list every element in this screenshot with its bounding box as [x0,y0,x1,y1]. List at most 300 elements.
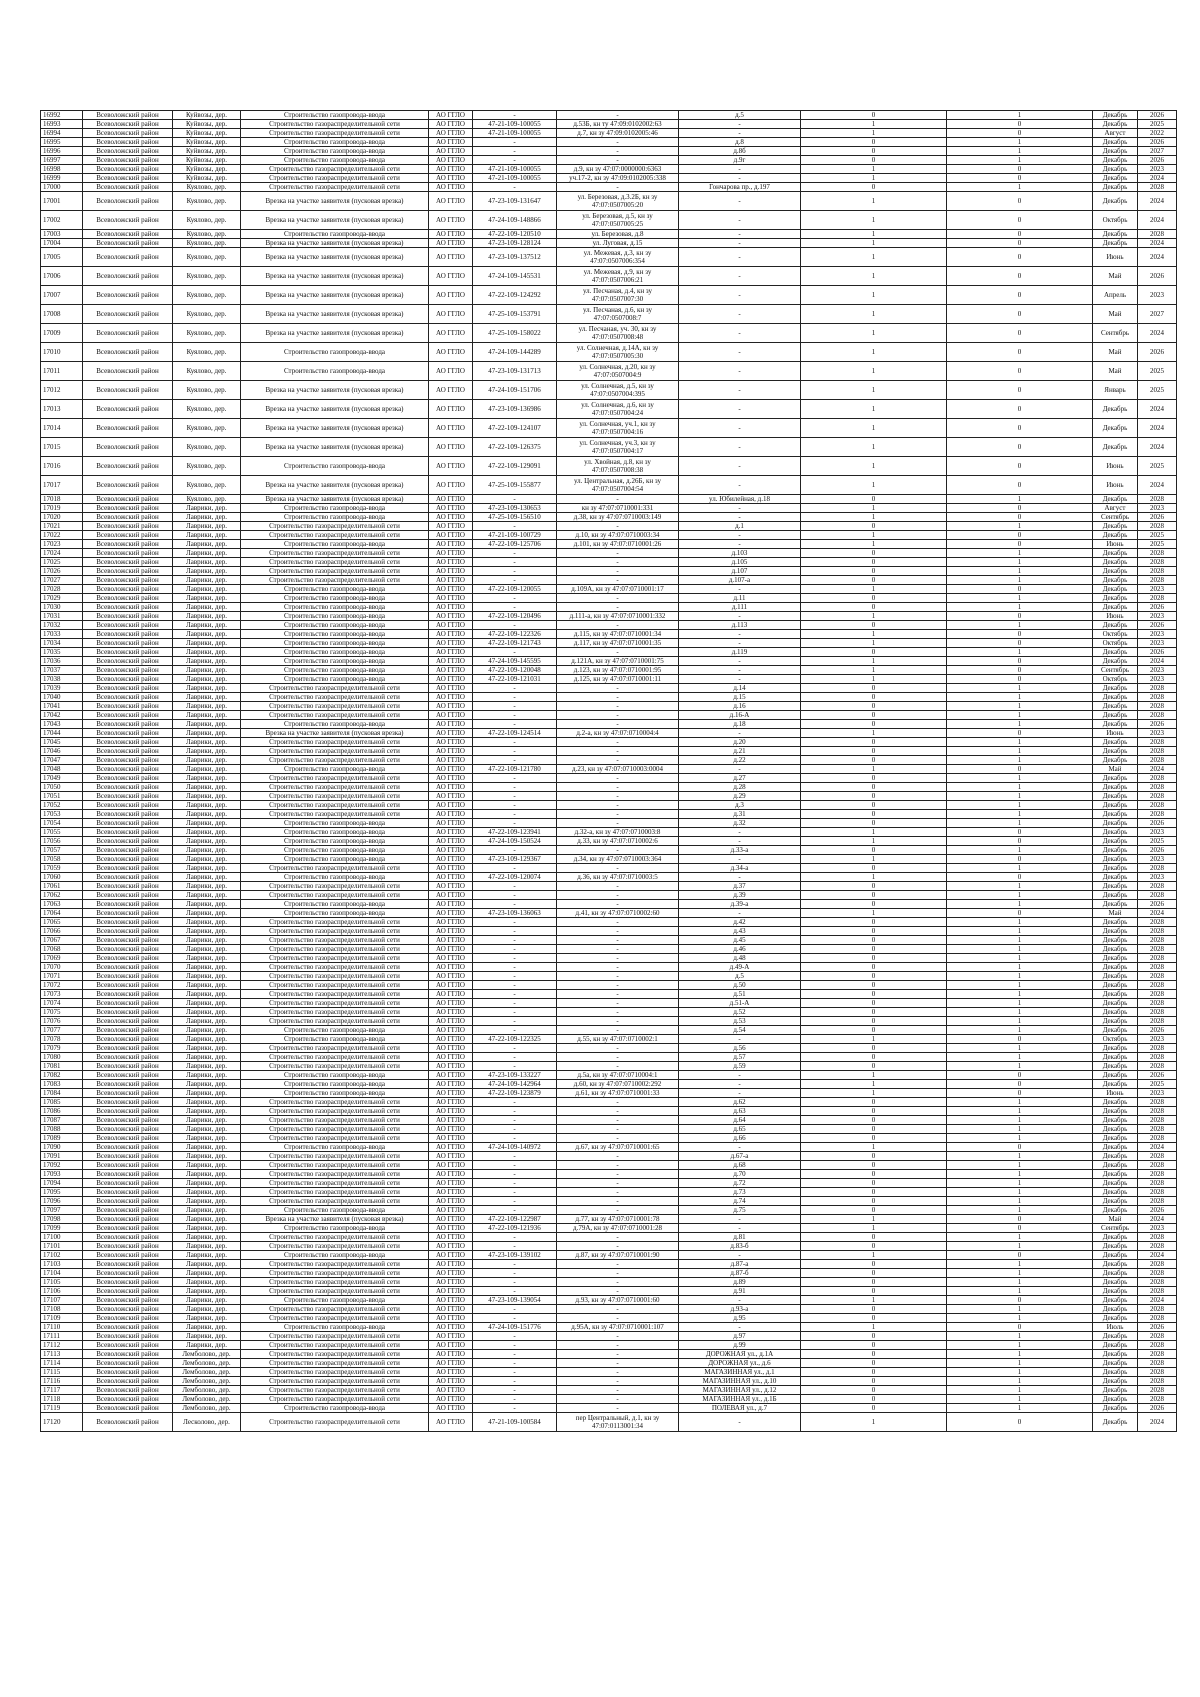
work-type-cell: Врезка на участке заявителя (пусковая врезка) [241,438,429,457]
address-cell: д.103 [679,549,801,558]
organization-cell: АО ГГЛО [429,603,473,612]
cadastral-address-cell: ул. Солнечная, д.5, кн зу 47:07:0507004:395 [557,381,679,400]
month-cell: Декабрь [1093,702,1138,711]
year-cell: 2024 [1138,400,1177,419]
table-row [41,945,1177,954]
address-cell: д.63 [679,1107,801,1116]
count-2-cell: 1 [947,1161,1093,1170]
address-cell: - [679,230,801,239]
address-cell: д.46 [679,945,801,954]
locality-cell: Лаврики, дер. [173,1125,241,1134]
work-type-cell: Строительство газопровода-ввода [241,909,429,918]
organization-cell: АО ГГЛО [429,305,473,324]
count-1-cell: 0 [801,1170,947,1179]
count-2-cell: 1 [947,1134,1093,1143]
month-cell: Декабрь [1093,711,1138,720]
address-cell: - [679,457,801,476]
work-type-cell: Строительство газопровода-ввода [241,1206,429,1215]
address-cell: д.93-а [679,1305,801,1314]
count-2-cell: 0 [947,438,1093,457]
application-number-cell: - [473,954,557,963]
work-type-cell: Строительство газораспределительной сети [241,1359,429,1368]
month-cell: Октябрь [1093,1035,1138,1044]
table-row [41,305,1177,324]
row-number: 17059 [41,864,83,873]
address-cell: д.28 [679,783,801,792]
year-cell: 2023 [1138,165,1177,174]
application-number-cell: - [473,522,557,531]
locality-cell: Лаврики, дер. [173,1008,241,1017]
count-1-cell: 0 [801,702,947,711]
locality-cell: Лаврики, дер. [173,639,241,648]
locality-cell: Лаврики, дер. [173,1143,241,1152]
district-cell: Всеволожский район [83,438,173,457]
application-number-cell: - [473,981,557,990]
address-cell: - [679,531,801,540]
count-1-cell: 0 [801,936,947,945]
count-1-cell: 0 [801,882,947,891]
count-2-cell: 1 [947,684,1093,693]
year-cell: 2028 [1138,693,1177,702]
row-number: 17019 [41,504,83,513]
count-1-cell: 1 [801,165,947,174]
cadastral-address-cell: - [557,945,679,954]
locality-cell: Лаврики, дер. [173,774,241,783]
application-number-cell: 47-25-109-156510 [473,513,557,522]
organization-cell: АО ГГЛО [429,381,473,400]
table-row [41,720,1177,729]
row-number: 17082 [41,1071,83,1080]
organization-cell: АО ГГЛО [429,999,473,1008]
organization-cell: АО ГГЛО [429,783,473,792]
application-number-cell: 47-23-109-139102 [473,1251,557,1260]
address-cell: д.53 [679,1017,801,1026]
organization-cell: АО ГГЛО [429,120,473,129]
district-cell: Всеволожский район [83,945,173,954]
count-2-cell: 1 [947,549,1093,558]
address-cell: д.34-а [679,864,801,873]
year-cell: 2028 [1138,738,1177,747]
month-cell: Май [1093,765,1138,774]
year-cell: 2028 [1138,1161,1177,1170]
count-2-cell: 1 [947,1152,1093,1161]
district-cell: Всеволожский район [83,419,173,438]
application-number-cell: 47-22-109-122325 [473,1035,557,1044]
work-type-cell: Строительство газораспределительной сети [241,747,429,756]
row-number: 17041 [41,702,83,711]
organization-cell: АО ГГЛО [429,286,473,305]
application-number-cell: 47-22-109-124292 [473,286,557,305]
row-number: 17075 [41,1008,83,1017]
organization-cell: АО ГГЛО [429,1260,473,1269]
year-cell: 2028 [1138,1395,1177,1404]
application-number-cell: 47-21-109-100055 [473,120,557,129]
table-row [41,756,1177,765]
table-row [41,1305,1177,1314]
organization-cell: АО ГГЛО [429,1152,473,1161]
locality-cell: Лаврики, дер. [173,504,241,513]
year-cell: 2028 [1138,918,1177,927]
count-2-cell: 1 [947,138,1093,147]
count-1-cell: 1 [801,630,947,639]
district-cell: Всеволожский район [83,1206,173,1215]
count-2-cell: 1 [947,1404,1093,1413]
count-2-cell: 1 [947,1017,1093,1026]
count-1-cell: 1 [801,1080,947,1089]
month-cell: Декабрь [1093,1044,1138,1053]
work-type-cell: Строительство газораспределительной сети [241,1179,429,1188]
district-cell: Всеволожский район [83,495,173,504]
address-cell: д.113 [679,621,801,630]
application-number-cell: 47-22-109-121031 [473,675,557,684]
district-cell: Всеволожский район [83,1269,173,1278]
organization-cell: АО ГГЛО [429,1197,473,1206]
year-cell: 2028 [1138,594,1177,603]
district-cell: Всеволожский район [83,1332,173,1341]
cadastral-address-cell: - [557,1395,679,1404]
locality-cell: Лемболово, дер. [173,1368,241,1377]
organization-cell: АО ГГЛО [429,1278,473,1287]
count-2-cell: 1 [947,1062,1093,1071]
organization-cell: АО ГГЛО [429,1089,473,1098]
district-cell: Всеволожский район [83,1296,173,1305]
table-row [41,1152,1177,1161]
locality-cell: Лаврики, дер. [173,603,241,612]
district-cell: Всеволожский район [83,120,173,129]
district-cell: Всеволожский район [83,343,173,362]
work-type-cell: Строительство газопровода-ввода [241,540,429,549]
row-number: 17083 [41,1080,83,1089]
table-row [41,882,1177,891]
count-1-cell: 1 [801,457,947,476]
table-row [41,936,1177,945]
table-row [41,1170,1177,1179]
district-cell: Всеволожский район [83,1395,173,1404]
organization-cell: АО ГГЛО [429,549,473,558]
organization-cell: АО ГГЛО [429,1332,473,1341]
count-1-cell: 0 [801,1368,947,1377]
count-2-cell: 0 [947,855,1093,864]
work-type-cell: Строительство газопровода-ввода [241,138,429,147]
row-number: 17116 [41,1377,83,1386]
address-cell: д.107 [679,567,801,576]
address-cell: д.89 [679,1278,801,1287]
row-number: 17036 [41,657,83,666]
year-cell: 2024 [1138,1215,1177,1224]
year-cell: 2026 [1138,621,1177,630]
address-cell: д.83-б [679,1242,801,1251]
district-cell: Всеволожский район [83,1224,173,1233]
organization-cell: АО ГГЛО [429,230,473,239]
district-cell: Всеволожский район [83,362,173,381]
row-number: 17110 [41,1323,83,1332]
address-cell: - [679,400,801,419]
work-type-cell: Строительство газораспределительной сети [241,1395,429,1404]
count-1-cell: 0 [801,183,947,192]
count-2-cell: 1 [947,963,1093,972]
locality-cell: Лаврики, дер. [173,990,241,999]
year-cell: 2024 [1138,1413,1177,1432]
address-cell: - [679,1071,801,1080]
count-2-cell: 1 [947,147,1093,156]
locality-cell: Куйвозы, дер. [173,138,241,147]
count-2-cell: 1 [947,756,1093,765]
district-cell: Всеволожский район [83,900,173,909]
organization-cell: АО ГГЛО [429,630,473,639]
table-row [41,111,1177,120]
table-row [41,400,1177,419]
application-number-cell: - [473,1287,557,1296]
count-1-cell: 1 [801,400,947,419]
locality-cell: Лемболово, дер. [173,1359,241,1368]
cadastral-address-cell: д.115, кн зу 47:07:0710001:34 [557,630,679,639]
table-row [41,612,1177,621]
work-type-cell: Строительство газопровода-ввода [241,900,429,909]
year-cell: 2028 [1138,1368,1177,1377]
table-row [41,343,1177,362]
cadastral-address-cell: - [557,990,679,999]
count-1-cell: 0 [801,558,947,567]
address-cell: д.29 [679,792,801,801]
application-number-cell: - [473,558,557,567]
organization-cell: АО ГГЛО [429,1377,473,1386]
count-1-cell: 1 [801,1215,947,1224]
cadastral-address-cell: - [557,1233,679,1242]
application-number-cell: - [473,183,557,192]
organization-cell: АО ГГЛО [429,156,473,165]
application-number-cell: 47-24-109-151776 [473,1323,557,1332]
district-cell: Всеволожский район [83,165,173,174]
count-1-cell: 0 [801,864,947,873]
locality-cell: Лаврики, дер. [173,648,241,657]
year-cell: 2028 [1138,1107,1177,1116]
year-cell: 2026 [1138,1071,1177,1080]
count-1-cell: 0 [801,1242,947,1251]
organization-cell: АО ГГЛО [429,531,473,540]
month-cell: Декабрь [1093,684,1138,693]
application-number-cell: - [473,138,557,147]
work-type-cell: Врезка на участке заявителя (пусковая врезка) [241,248,429,267]
work-type-cell: Строительство газораспределительной сети [241,549,429,558]
application-number-cell: - [473,1305,557,1314]
work-type-cell: Строительство газопровода-ввода [241,1323,429,1332]
work-type-cell: Строительство газораспределительной сети [241,801,429,810]
count-1-cell: 0 [801,711,947,720]
year-cell: 2023 [1138,855,1177,864]
locality-cell: Лаврики, дер. [173,1044,241,1053]
year-cell: 2028 [1138,801,1177,810]
locality-cell: Куялово, дер. [173,495,241,504]
row-number: 17031 [41,612,83,621]
application-number-cell: 47-24-109-144289 [473,343,557,362]
cadastral-address-cell: ул. Солнечная, уч.3, кн зу 47:07:0507004:17 [557,438,679,457]
table-row [41,129,1177,138]
count-1-cell: 0 [801,747,947,756]
locality-cell: Лаврики, дер. [173,828,241,837]
count-2-cell: 0 [947,286,1093,305]
count-2-cell: 1 [947,1008,1093,1017]
address-cell: - [679,1080,801,1089]
row-number: 17067 [41,936,83,945]
organization-cell: АО ГГЛО [429,111,473,120]
locality-cell: Лаврики, дер. [173,891,241,900]
district-cell: Всеволожский район [83,882,173,891]
district-cell: Всеволожский район [83,1107,173,1116]
organization-cell: АО ГГЛО [429,457,473,476]
year-cell: 2026 [1138,603,1177,612]
row-number: 17052 [41,801,83,810]
year-cell: 2028 [1138,558,1177,567]
count-2-cell: 1 [947,783,1093,792]
district-cell: Всеволожский район [83,1062,173,1071]
month-cell: Декабрь [1093,855,1138,864]
month-cell: Декабрь [1093,1134,1138,1143]
application-number-cell: 47-24-109-151706 [473,381,557,400]
work-type-cell: Строительство газораспределительной сети [241,954,429,963]
address-cell: д.32 [679,819,801,828]
organization-cell: АО ГГЛО [429,1107,473,1116]
district-cell: Всеволожский район [83,774,173,783]
row-number: 16997 [41,156,83,165]
count-2-cell: 1 [947,981,1093,990]
count-1-cell: 0 [801,111,947,120]
district-cell: Всеволожский район [83,864,173,873]
locality-cell: Лаврики, дер. [173,963,241,972]
organization-cell: АО ГГЛО [429,504,473,513]
month-cell: Декабрь [1093,1395,1138,1404]
year-cell: 2028 [1138,1188,1177,1197]
table-row [41,438,1177,457]
row-number: 17101 [41,1242,83,1251]
row-number: 17048 [41,765,83,774]
row-number: 17089 [41,1134,83,1143]
work-type-cell: Строительство газопровода-ввода [241,630,429,639]
count-1-cell: 0 [801,1386,947,1395]
row-number: 17013 [41,400,83,419]
application-number-cell: 47-21-109-100055 [473,174,557,183]
table-row [41,1098,1177,1107]
month-cell: Декабрь [1093,192,1138,211]
count-2-cell: 0 [947,230,1093,239]
count-2-cell: 1 [947,810,1093,819]
count-2-cell: 1 [947,522,1093,531]
count-2-cell: 0 [947,239,1093,248]
work-type-cell: Строительство газораспределительной сети [241,1008,429,1017]
count-2-cell: 0 [947,513,1093,522]
table-row [41,684,1177,693]
month-cell: Декабрь [1093,936,1138,945]
month-cell: Декабрь [1093,1377,1138,1386]
locality-cell: Лаврики, дер. [173,1107,241,1116]
work-type-cell: Строительство газопровода-ввода [241,1143,429,1152]
count-1-cell: 1 [801,1143,947,1152]
cadastral-address-cell: - [557,918,679,927]
locality-cell: Куялово, дер. [173,457,241,476]
month-cell: Декабрь [1093,495,1138,504]
address-cell: - [679,211,801,230]
cadastral-address-cell: - [557,567,679,576]
count-1-cell: 0 [801,792,947,801]
year-cell: 2028 [1138,1314,1177,1323]
cadastral-address-cell: - [557,1197,679,1206]
count-2-cell: 1 [947,936,1093,945]
count-1-cell: 1 [801,1071,947,1080]
locality-cell: Куялово, дер. [173,230,241,239]
locality-cell: Лаврики, дер. [173,927,241,936]
count-2-cell: 1 [947,954,1093,963]
address-cell: д.11 [679,594,801,603]
cadastral-address-cell: ул. Солнечная, д.14А, кн зу 47:07:0507005:30 [557,343,679,362]
row-number: 17002 [41,211,83,230]
row-number: 17032 [41,621,83,630]
count-2-cell: 1 [947,927,1093,936]
year-cell: 2024 [1138,1296,1177,1305]
cadastral-address-cell: - [557,1017,679,1026]
district-cell: Всеволожский район [83,1278,173,1287]
row-number: 17053 [41,810,83,819]
count-1-cell: 1 [801,828,947,837]
locality-cell: Куялово, дер. [173,476,241,495]
work-type-cell: Строительство газопровода-ввода [241,111,429,120]
table-row [41,891,1177,900]
month-cell: Декабрь [1093,230,1138,239]
district-cell: Всеволожский район [83,639,173,648]
application-number-cell: - [473,774,557,783]
application-number-cell: - [473,621,557,630]
application-number-cell: - [473,1134,557,1143]
application-number-cell: - [473,846,557,855]
count-2-cell: 1 [947,1359,1093,1368]
year-cell: 2026 [1138,846,1177,855]
count-2-cell: 1 [947,693,1093,702]
year-cell: 2023 [1138,828,1177,837]
locality-cell: Лаврики, дер. [173,1080,241,1089]
address-cell: д.9г [679,156,801,165]
locality-cell: Куялово, дер. [173,183,241,192]
locality-cell: Лаврики, дер. [173,693,241,702]
table-row [41,1044,1177,1053]
application-number-cell: 47-24-109-140972 [473,1143,557,1152]
table-row [41,711,1177,720]
address-cell: МАГАЗИННАЯ ул., д.1 [679,1368,801,1377]
count-2-cell: 1 [947,1332,1093,1341]
address-cell: д.87-б [679,1269,801,1278]
month-cell: Декабрь [1093,810,1138,819]
address-cell: д.14 [679,684,801,693]
address-cell: - [679,165,801,174]
year-cell: 2028 [1138,810,1177,819]
count-1-cell: 0 [801,1062,947,1071]
count-2-cell: 0 [947,1089,1093,1098]
district-cell: Всеволожский район [83,111,173,120]
count-1-cell: 0 [801,1359,947,1368]
district-cell: Всеволожский район [83,963,173,972]
row-number: 17097 [41,1206,83,1215]
address-cell: д.59 [679,1062,801,1071]
organization-cell: АО ГГЛО [429,138,473,147]
work-type-cell: Врезка на участке заявителя (пусковая врезка) [241,239,429,248]
organization-cell: АО ГГЛО [429,192,473,211]
cadastral-address-cell: - [557,891,679,900]
year-cell: 2028 [1138,1377,1177,1386]
table-row [41,1071,1177,1080]
address-cell: д.49-А [679,963,801,972]
address-cell: - [679,630,801,639]
work-type-cell: Врезка на участке заявителя (пусковая врезка) [241,400,429,419]
locality-cell: Лаврики, дер. [173,594,241,603]
district-cell: Всеволожский район [83,936,173,945]
count-1-cell: 0 [801,927,947,936]
